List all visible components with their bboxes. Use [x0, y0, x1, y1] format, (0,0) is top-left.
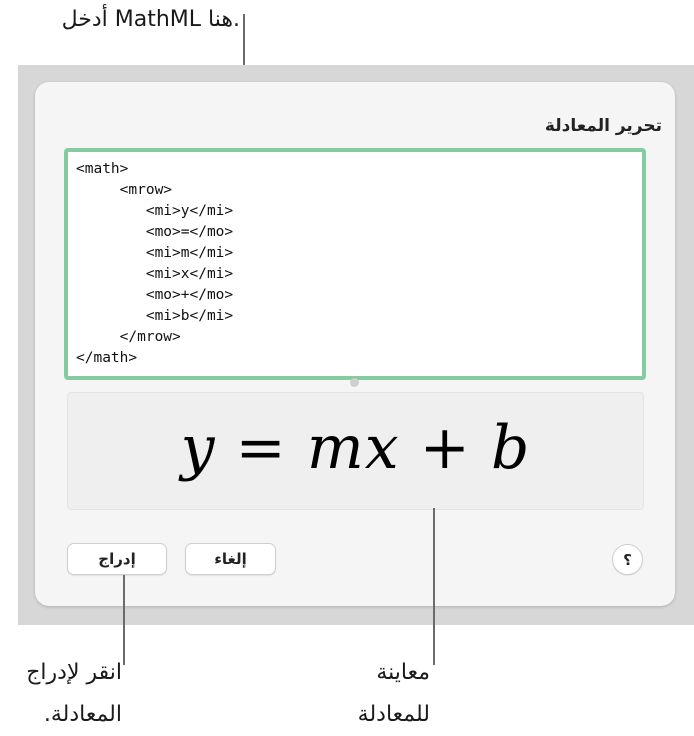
callout-preview-line	[433, 508, 435, 665]
dialog-title: تحرير المعادلة	[544, 116, 662, 136]
mathml-editor[interactable]	[64, 148, 646, 380]
callout-preview-label: معاينة للمعادلة	[357, 660, 430, 727]
help-button[interactable]: ؟	[612, 544, 643, 575]
mathml-code[interactable]: <math> <mrow> <mi>y</mi> <mo>=</mo> <mi>m</mi> <mi>x</mi> <mo>+</mo> <mi>b</mi> </mrow> </math>	[76, 161, 234, 366]
callout-insert-line	[123, 575, 125, 665]
callout-mathml-label: أدخل MathML هنا.	[61, 7, 240, 32]
cancel-button[interactable]: إلغاء	[185, 543, 276, 575]
callout-insert-label: انقر لإدراج المعادلة.	[26, 660, 122, 727]
preview-equation: y = mx + b	[180, 413, 531, 483]
resize-handle[interactable]	[350, 378, 359, 387]
insert-button[interactable]: إدراج	[67, 543, 167, 575]
equation-preview	[67, 392, 644, 510]
